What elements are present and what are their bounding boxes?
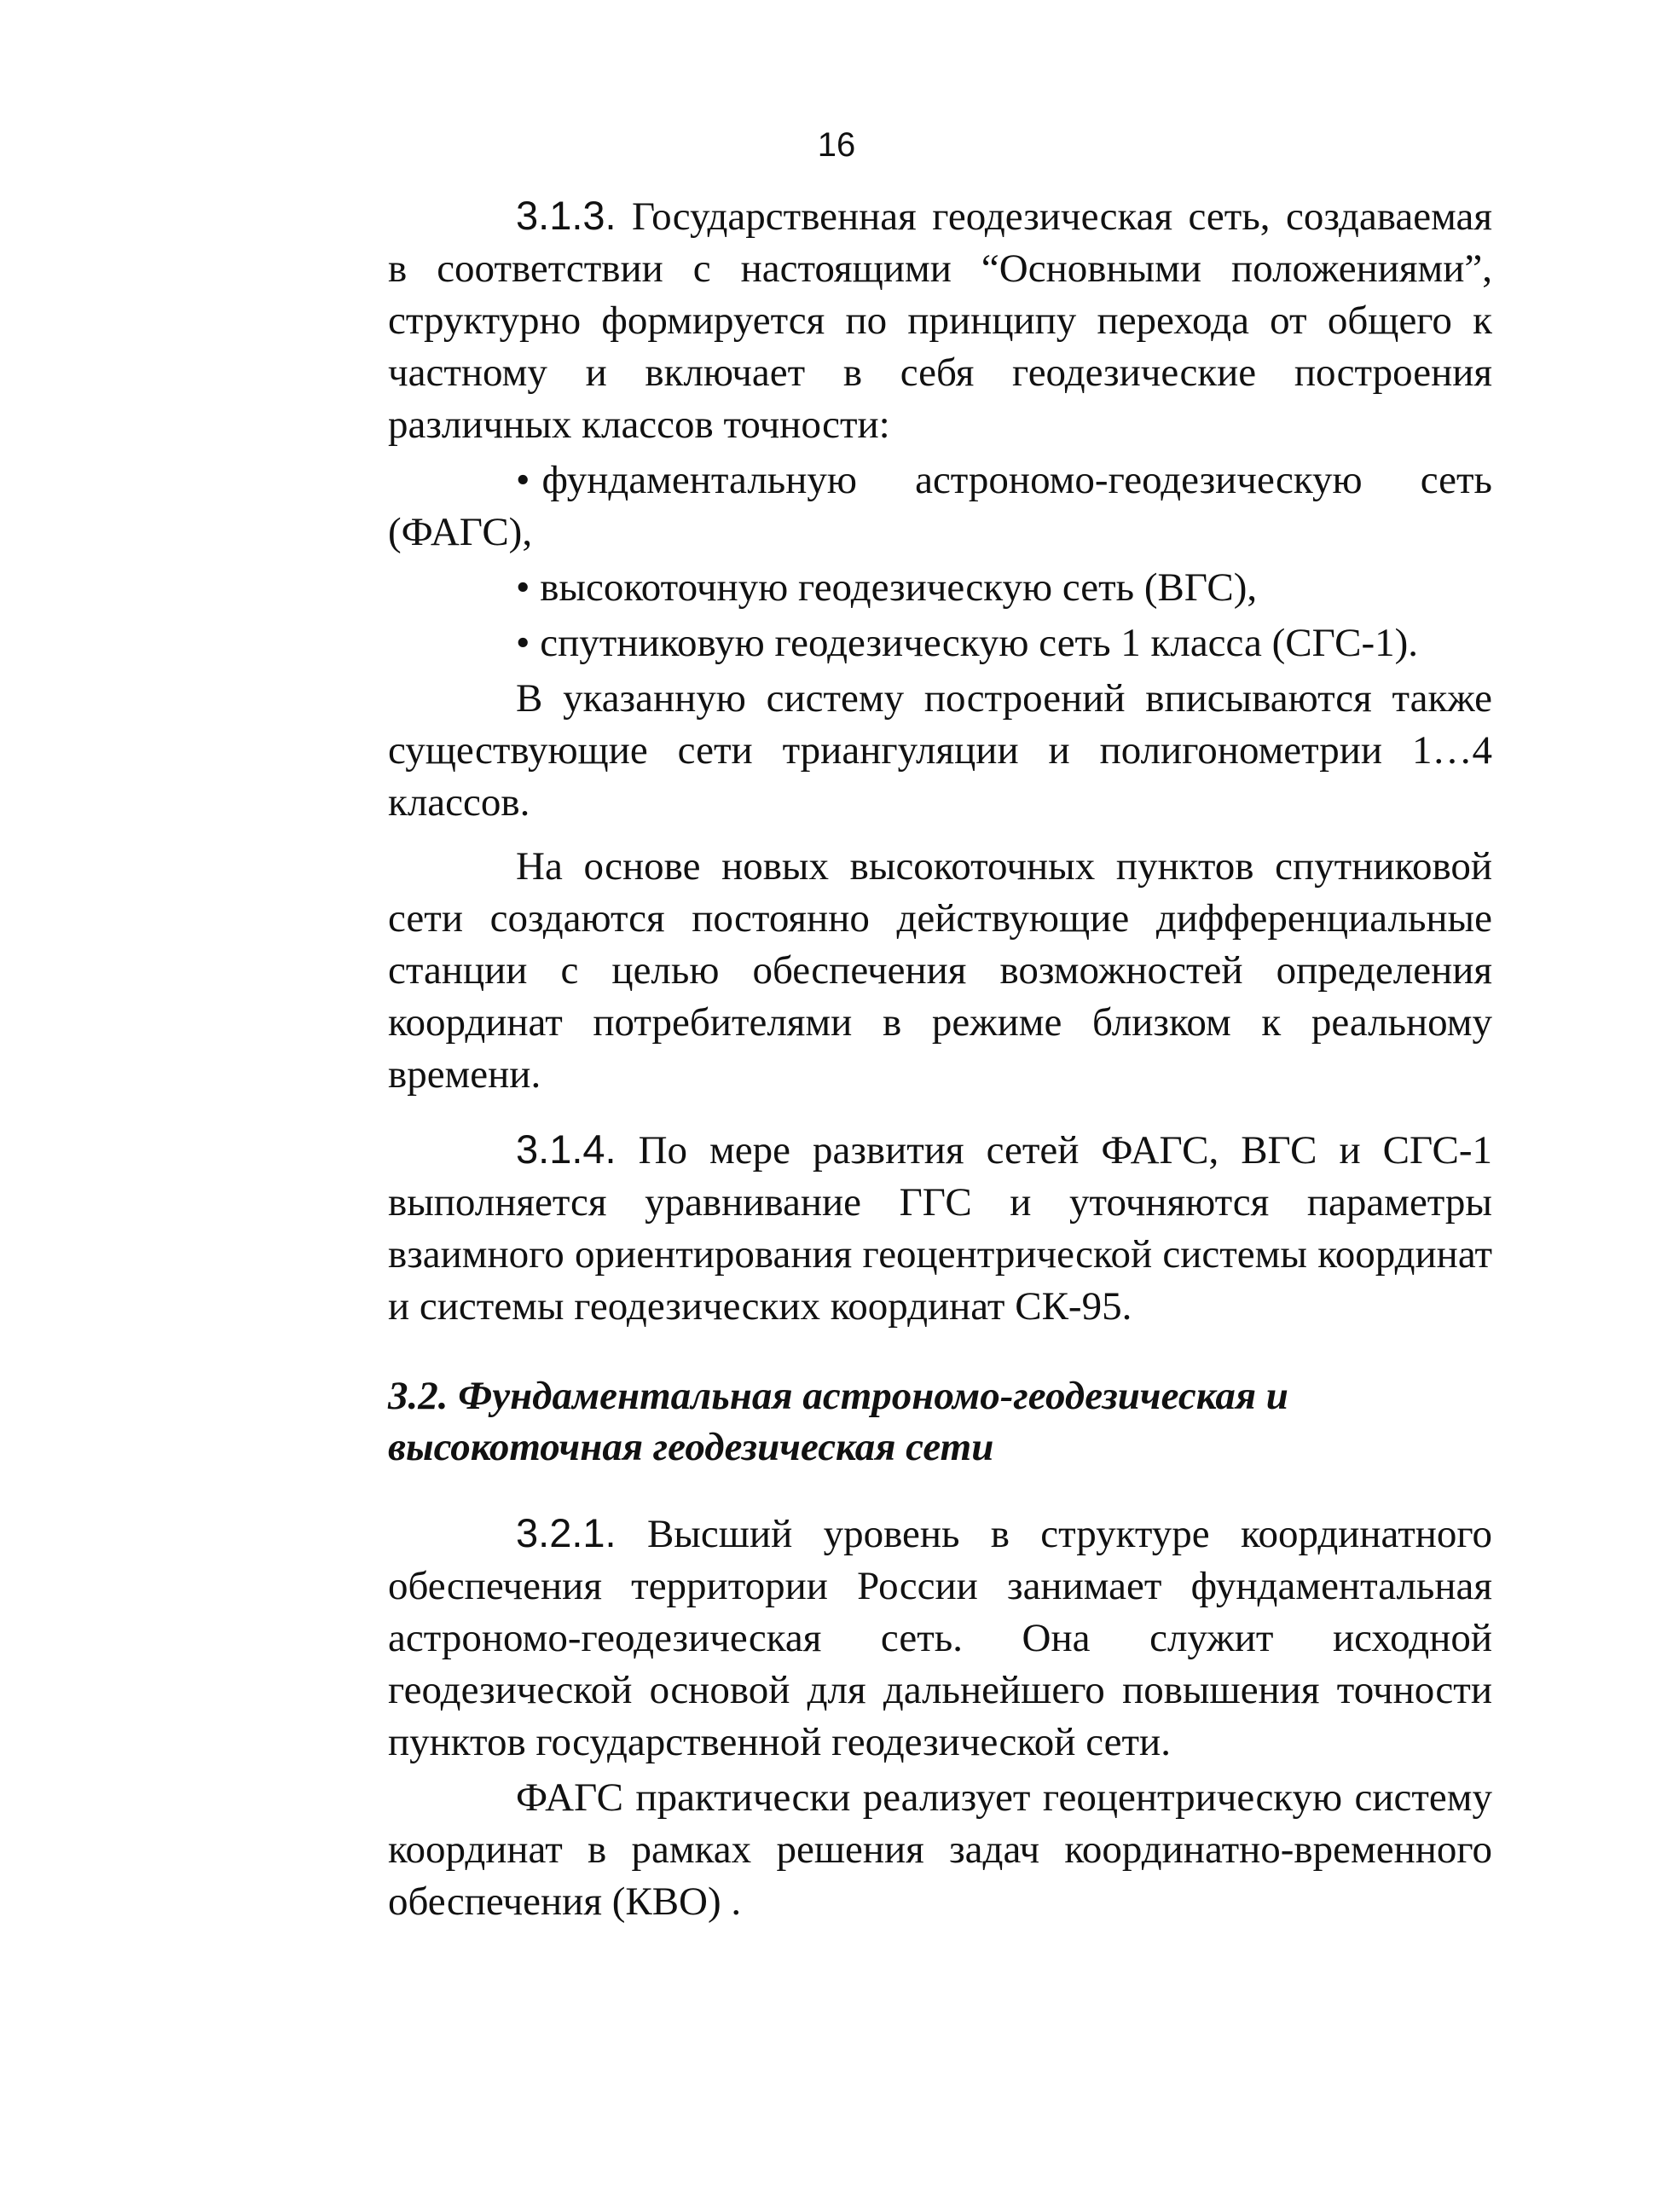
list-item (388, 562, 1492, 614)
list-item (388, 455, 1492, 559)
section-number: 3.1.4. (516, 1126, 617, 1172)
bullet-icon: • (516, 621, 530, 665)
heading-line: 3.2. Фундаментальная астрономо-геодезическая и (388, 1374, 1288, 1418)
paragraph-network-system: В указанную систему построений вписываются также существующие сети триангуляции и полигонометрии 1…4 классов. (388, 676, 1492, 825)
paragraph-fags: ФАГС практически реализует геоцентрическую систему координат в рамках решения задач координатно-временного обеспечения (КВО) . (388, 1775, 1492, 1924)
paragraph-3-1-4 (388, 1123, 1492, 1333)
paragraph-text: По мере развития сетей ФАГС, ВГС и СГС-1 выполняется уравнивание ГГС и уточняются параметры взаимного ориентирования геоцентрической системы координат и системы геодезических координат СК-95. (388, 1128, 1492, 1329)
bullet-icon: • (516, 458, 530, 502)
document-body (388, 189, 1492, 1928)
bullet-icon: • (516, 565, 530, 610)
heading-line: высокоточная геодезическая сети (388, 1425, 994, 1469)
paragraph-text: Государственная геодезическая сеть, создаваемая в соответствии с настоящими “Основными положениями”, структурно формируется по принципу перехода от общего к частному и включает в себя геодезические построения различных классов точности: (388, 194, 1492, 447)
section-heading-3-2 (388, 1370, 1492, 1473)
page-number: 16 (817, 126, 856, 164)
list-item (388, 617, 1492, 669)
section-number: 3.1.3. (516, 193, 617, 238)
list-item-text: высокоточную геодезическую сеть (ВГС), (540, 565, 1258, 610)
list-item-text: фундаментальную астрономо-геодезическую сеть (ФАГС), (388, 458, 1492, 554)
paragraph-differential-stations: На основе новых высокоточных пунктов спутниковой сети создаются постоянно действующие дифференциальные станции с целью обеспечения возможностей определения координат потребителями в режиме близком к реальному времени. (388, 844, 1492, 1097)
paragraph-3-2-1 (388, 1507, 1492, 1769)
list-item-text: спутниковую геодезическую сеть 1 класса (СГС-1). (540, 621, 1419, 665)
section-number: 3.2.1. (516, 1510, 617, 1555)
paragraph-text: Высший уровень в структуре координатного обеспечения территории России занимает фундаментальная астрономо-геодезическая сеть. Она служит исходной геодезической основой для дальнейшего повышения точности пунктов государственной геодезической сети. (388, 1512, 1492, 1764)
paragraph-3-1-3 (388, 189, 1492, 451)
